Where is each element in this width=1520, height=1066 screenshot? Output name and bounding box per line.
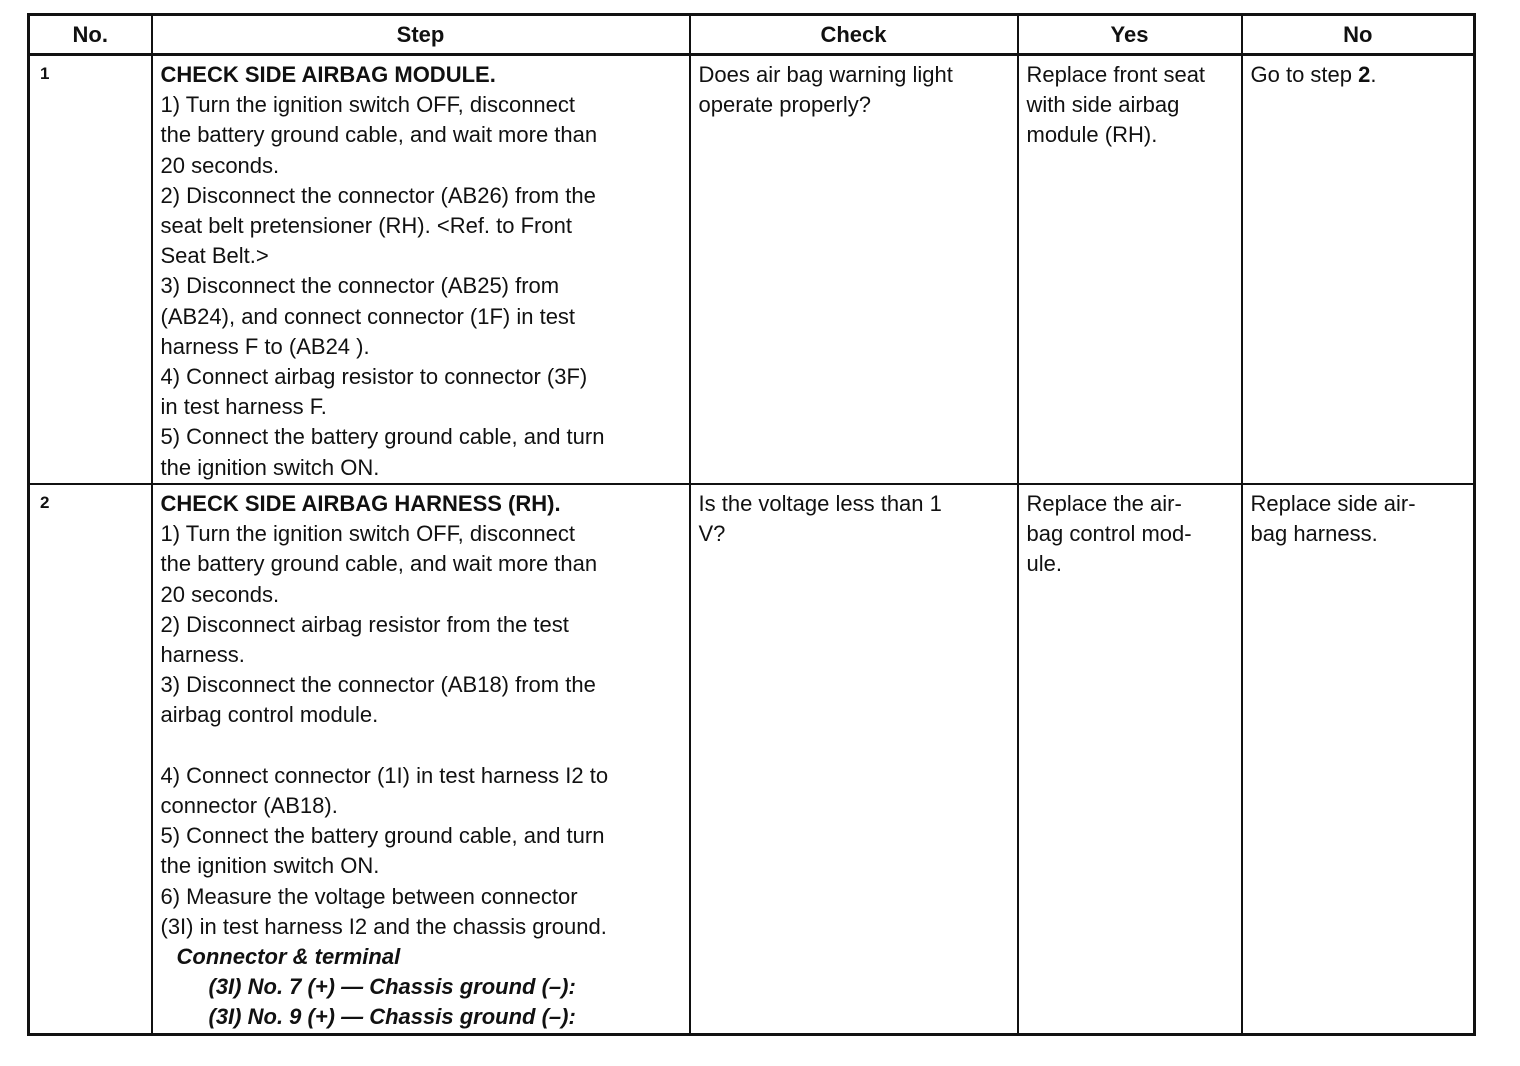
yes-cell [1018, 484, 1242, 1035]
check-text: Is the voltage less than 1 V? [698, 491, 942, 547]
step-line: seat belt pretensioner (RH). <Ref. to Front [160, 213, 572, 239]
step-line: 4) Connect connector (1I) in test harness I2 to [160, 762, 609, 788]
row-number: 2 [40, 493, 50, 512]
step-cell [152, 55, 690, 485]
step-line: 6) Measure the voltage between connector [160, 883, 578, 909]
table-header-row [29, 15, 1475, 55]
diagnostic-table [27, 13, 1476, 1036]
step-line: 3) Disconnect the connector (AB18) from the [160, 672, 596, 698]
step-heading: CHECK SIDE AIRBAG MODULE. [160, 62, 496, 87]
table-row [29, 484, 1475, 1035]
step-line: 5) Connect the battery ground cable, and turn [160, 823, 605, 849]
step-cell [152, 484, 690, 1035]
header-check: Check [690, 15, 1018, 55]
row-number: 1 [40, 64, 50, 83]
no-cell [1242, 484, 1475, 1035]
step-heading: CHECK SIDE AIRBAG HARNESS (RH). [160, 491, 561, 516]
spec-line: (3I) No. 7 (+) — Chassis ground (–): [208, 974, 576, 1000]
no-cell [1242, 55, 1475, 485]
yes-text: Replace the air- bag control mod- ule. [1026, 491, 1192, 577]
step-line: the battery ground cable, and wait more than [160, 551, 598, 577]
step-line: 2) Disconnect the connector (AB26) from the [160, 182, 596, 208]
spec-line: (3I) No. 9 (+) — Chassis ground (–): [208, 1004, 576, 1030]
check-cell [690, 55, 1018, 485]
document-page [27, 13, 1476, 1036]
header-no: No. [29, 15, 152, 55]
step-line: (AB24), and connect connector (1F) in test [160, 303, 576, 329]
step-reference: 2 [1358, 62, 1371, 87]
yes-cell [1018, 55, 1242, 485]
no-text-suffix: . [1370, 62, 1377, 87]
row-number-cell [29, 55, 152, 485]
step-line: connector (AB18). [160, 793, 338, 819]
step-line: harness F to (AB24 ). [160, 333, 370, 359]
step-line: 20 seconds. [160, 581, 280, 607]
check-cell [690, 484, 1018, 1035]
step-line: 3) Disconnect the connector (AB25) from [160, 273, 560, 299]
step-line: 20 seconds. [160, 152, 280, 178]
step-line: the battery ground cable, and wait more than [160, 122, 598, 148]
yes-text: Replace front seat with side airbag module (RH). [1026, 62, 1206, 148]
header-step: Step [152, 15, 690, 55]
step-line: 1) Turn the ignition switch OFF, disconnect [160, 92, 576, 118]
no-text-prefix: Go to step [1250, 62, 1359, 87]
header-yes: Yes [1018, 15, 1242, 55]
table-row [29, 55, 1475, 485]
step-line: (3I) in test harness I2 and the chassis ground. [160, 913, 607, 939]
step-line: 1) Turn the ignition switch OFF, disconnect [160, 521, 576, 547]
step-line: in test harness F. [160, 394, 327, 420]
step-line: 2) Disconnect airbag resistor from the test [160, 611, 569, 637]
step-line: 5) Connect the battery ground cable, and turn [160, 424, 605, 450]
step-line: the ignition switch ON. [160, 454, 380, 480]
step-line: 4) Connect airbag resistor to connector (3F) [160, 364, 588, 390]
row-number-cell [29, 484, 152, 1035]
header-no-result: No [1242, 15, 1475, 55]
check-text: Does air bag warning light operate properly? [698, 62, 953, 118]
spec-title: Connector & terminal [176, 944, 401, 970]
no-text: Replace side air- bag harness. [1250, 491, 1416, 547]
step-line: Seat Belt.> [160, 243, 269, 269]
blank-line [161, 731, 682, 761]
step-line: harness. [160, 642, 245, 668]
no-text [1243, 56, 1474, 90]
step-line: airbag control module. [160, 702, 379, 728]
step-line: the ignition switch ON. [160, 853, 380, 879]
